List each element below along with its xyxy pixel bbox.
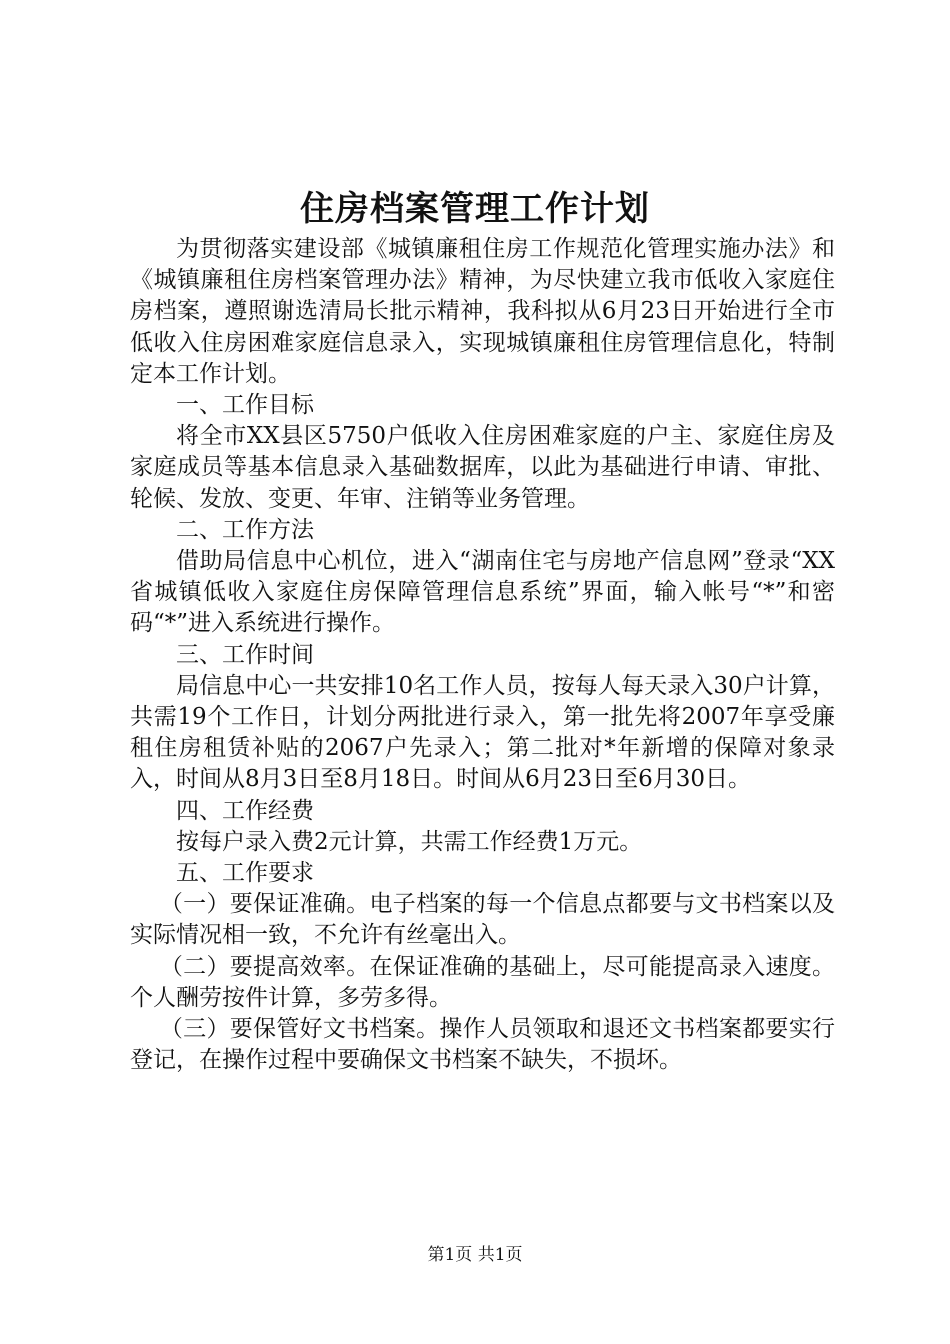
- method-paragraph: 借助局信息中心机位，进入“湖南住宅与房地产信息网”登录“XX省城镇低收入家庭住房保障管理信息系统”界面，输入帐号“*”和密码“*”进入系统进行操作。: [130, 548, 835, 637]
- section-heading-budget: 四、工作经费: [176, 797, 314, 824]
- page-footer: 第1页 共1页: [427, 1245, 523, 1265]
- goal-paragraph: 将全市XX县区5750户低收入住房困难家庭的户主、家庭住房及家庭成员等基本信息录入基础数据库，以此为基础进行申请、审批、轮候、发放、变更、年审、注销等业务管理。: [130, 423, 835, 512]
- document-title: 住房档案管理工作计划: [300, 189, 650, 229]
- requirement-item-2: （二）要提高效率。在保证准确的基础上，尽可能提高录入速度。个人酬劳按件计算，多劳多得。: [130, 953, 835, 1011]
- document-body: [130, 234, 835, 1076]
- intro-paragraph: 为贯彻落实建设部《城镇廉租住房工作规范化管理实施办法》和《城镇廉租住房档案管理办法》精神，为尽快建立我市低收入家庭住房档案，遵照谢选清局长批示精神，我科拟从6月23日开始进行全市低收入住房困难家庭信息录入，实现城镇廉租住房管理信息化，特制定本工作计划。: [130, 236, 835, 387]
- section-heading-requirements: 五、工作要求: [176, 860, 314, 887]
- section-heading-goal: 一、工作目标: [176, 392, 314, 419]
- time-paragraph: 局信息中心一共安排10名工作人员，按每人每天录入30户计算，共需19个工作日，计划分两批进行录入，第一批先将2007年享受廉租住房租赁补贴的2067户先录入；第二批对*年新增的保障对象录入，时间从8月3日至8月18日。时间从6月23日至6月30日。: [130, 672, 835, 793]
- section-heading-time: 三、工作时间: [176, 641, 314, 668]
- requirement-item-1: （一）要保证准确。电子档案的每一个信息点都要与文书档案以及实际情况相一致，不允许有丝毫出入。: [130, 891, 835, 949]
- budget-paragraph: 按每户录入费2元计算，共需工作经费1万元。: [176, 828, 643, 855]
- requirement-item-3: （三）要保管好文书档案。操作人员领取和退还文书档案都要实行登记，在操作过程中要确保文书档案不缺失，不损坏。: [130, 1016, 835, 1074]
- section-heading-method: 二、工作方法: [176, 516, 314, 543]
